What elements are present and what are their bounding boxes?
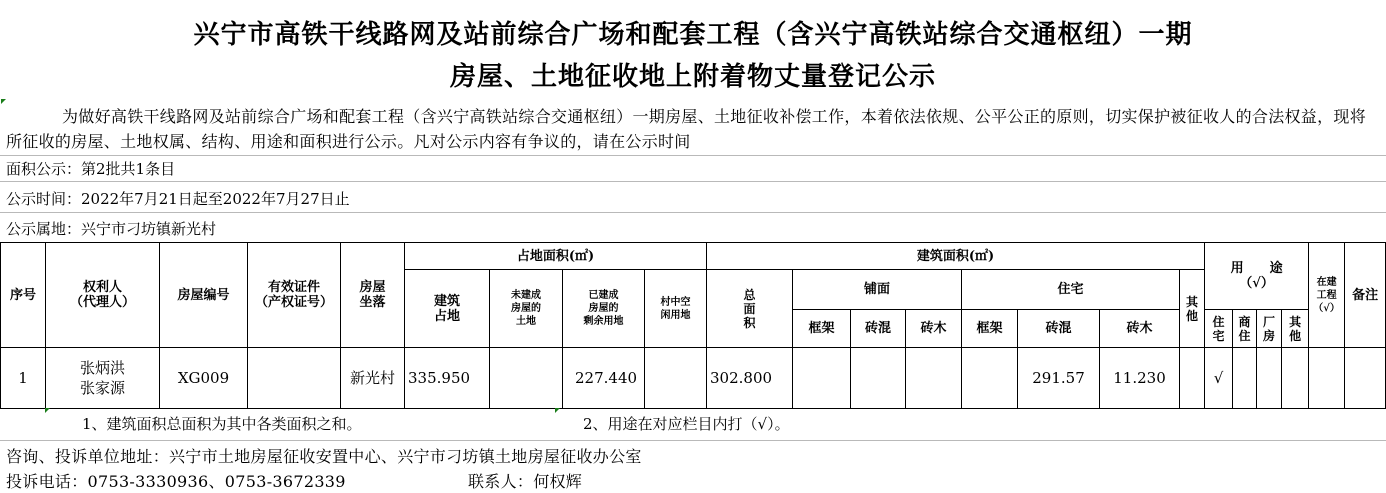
header-use-factory-line2: 房 — [1263, 328, 1276, 343]
cell-remark — [1345, 348, 1386, 409]
header-owner-line2: （代理人） — [69, 295, 135, 310]
row-divider — [0, 440, 1386, 441]
table-row — [1, 348, 1386, 409]
header-land-unbuilt-line2: 房屋的 — [511, 303, 541, 314]
cell-shop-brick-wood — [906, 348, 962, 409]
header-land-remaining — [563, 270, 645, 348]
header-shop-frame: 框架 — [793, 310, 851, 348]
header-use-commercial — [1233, 310, 1257, 348]
header-use-other-line2: 他 — [1289, 328, 1302, 343]
cell-use-other — [1282, 348, 1309, 409]
header-use-factory — [1257, 310, 1282, 348]
header-cert-line2: （产权证号） — [254, 295, 333, 310]
place-notice: 公示属地：兴宁市刁坊镇新光村 — [6, 220, 217, 238]
cell-owner-line2: 张家源 — [79, 379, 125, 397]
header-owner-line1: 权利人 — [82, 280, 122, 295]
header-land-unbuilt — [490, 270, 563, 348]
note-usage: 2、用途在对应栏目内打（√）。 — [583, 415, 790, 433]
registration-table — [0, 242, 1386, 409]
intro-paragraph: 为做好高铁干线路网及站前综合广场和配套工程（含兴宁高铁站综合交通枢纽）一期房屋、土地征收补偿工作，本着依法依规、公平公正的原则，切实保护被征收人的合法权益，现将所征收的房屋、土地权属、结构、用途和面积进行公示。凡对公示内容有争议的，请在公示时间 — [6, 107, 1367, 151]
header-cert-line1: 有效证件 — [267, 280, 320, 295]
cell-house-brick-concrete: 291.57 — [1018, 348, 1100, 409]
header-shop-brick-wood: 砖木 — [906, 310, 962, 348]
header-land-remaining-line1: 已建成 — [588, 290, 619, 301]
header-use-commercial-line1: 商 — [1238, 314, 1251, 329]
note-total-area: 1、建筑面积总面积为其中各类面积之和。 — [82, 415, 362, 433]
header-location-line2: 坐落 — [359, 295, 386, 310]
header-use-other-line1: 其 — [1289, 314, 1302, 329]
header-house: 住宅 — [962, 270, 1180, 310]
header-land-idle — [645, 270, 707, 348]
header-total-area-line3: 积 — [743, 315, 756, 330]
header-house-brick-concrete: 砖混 — [1018, 310, 1100, 348]
header-building-area: 建筑面积(㎡) — [707, 243, 1205, 270]
header-land-unbuilt-line3: 土地 — [516, 316, 536, 327]
cell-corner-marker — [555, 408, 560, 413]
row-divider — [0, 181, 1386, 182]
header-house-brick-wood: 砖木 — [1100, 310, 1180, 348]
cell-corner-marker — [45, 408, 50, 413]
cell-total-area: 302.800 — [707, 348, 793, 409]
cell-owner — [46, 348, 160, 409]
header-shop-brick-concrete: 砖混 — [851, 310, 906, 348]
cell-under-construction — [1309, 348, 1345, 409]
cell-location: 新光村 — [341, 348, 405, 409]
header-other — [1180, 270, 1205, 348]
cell-other — [1180, 348, 1205, 409]
cell-seq: 1 — [1, 348, 46, 409]
header-use-residential-line2: 宅 — [1212, 328, 1225, 343]
header-other-line1: 其 — [1186, 294, 1199, 309]
header-usage-line2: （√） — [1239, 276, 1274, 291]
title-line-1: 兴宁市高铁干线路网及站前综合广场和配套工程（含兴宁高铁站综合交通枢纽）一期 — [193, 20, 1193, 50]
header-use-commercial-line2: 住 — [1238, 328, 1251, 343]
header-land-remaining-line2: 房屋的 — [588, 303, 619, 314]
header-other-line2: 他 — [1186, 308, 1199, 323]
header-land-built-line1: 建筑 — [433, 293, 460, 309]
header-use-other — [1282, 310, 1309, 348]
header-land-built — [405, 270, 490, 348]
header-land-area: 占地面积(㎡) — [405, 243, 707, 270]
cell-house-brick-wood: 11.230 — [1100, 348, 1180, 409]
cell-use-commercial — [1233, 348, 1257, 409]
header-land-remaining-line3: 剩余用地 — [583, 316, 624, 327]
header-seq: 序号 — [1, 243, 46, 348]
header-house-frame: 框架 — [962, 310, 1018, 348]
cell-land-idle — [645, 348, 707, 409]
header-cert — [248, 243, 341, 348]
header-use-residential — [1205, 310, 1233, 348]
cell-house-no: XG009 — [160, 348, 248, 409]
header-house-no: 房屋编号 — [160, 243, 248, 348]
header-land-unbuilt-line1: 未建成 — [511, 290, 541, 301]
header-usage — [1205, 243, 1309, 310]
header-land-idle-line1: 村中空 — [660, 296, 691, 308]
complaint-phone: 投诉电话：0753-3330936、0753-3672339 — [6, 472, 346, 491]
row-divider — [0, 212, 1386, 213]
cell-use-factory — [1257, 348, 1282, 409]
header-under-construction-line2: 工程 — [1316, 289, 1337, 301]
header-under-construction-line3: （√） — [1313, 302, 1340, 314]
header-usage-line1: 用 途 — [1230, 261, 1283, 276]
cell-land-built: 335.950 — [405, 348, 490, 409]
header-location — [341, 243, 405, 348]
cell-house-frame — [962, 348, 1018, 409]
header-land-idle-line2: 闲用地 — [660, 309, 691, 321]
row-divider — [0, 155, 1386, 156]
cell-use-residential: √ — [1205, 348, 1233, 409]
cell-land-remaining: 227.440 — [563, 348, 645, 409]
header-total-area-line2: 面 — [743, 301, 756, 316]
time-notice: 公示时间：2022年7月21日起至2022年7月27日止 — [6, 190, 350, 208]
area-notice: 面积公示：第2批共1条目 — [6, 160, 176, 178]
header-shop: 铺面 — [793, 270, 962, 310]
header-remark: 备注 — [1345, 243, 1386, 348]
contact-person: 联系人：何权辉 — [468, 472, 583, 491]
header-owner — [46, 243, 160, 348]
cell-cert — [248, 348, 341, 409]
header-land-built-line2: 占地 — [433, 308, 460, 324]
header-use-residential-line1: 住 — [1212, 314, 1225, 329]
header-under-construction-line1: 在建 — [1316, 276, 1337, 288]
cell-shop-frame — [793, 348, 851, 409]
header-under-construction — [1309, 243, 1345, 348]
cell-owner-line1: 张炳洪 — [79, 359, 125, 377]
header-total-area — [707, 270, 793, 348]
complaint-address: 咨询、投诉单位地址：兴宁市土地房屋征收安置中心、兴宁市刁坊镇土地房屋征收办公室 — [6, 447, 642, 466]
title-line-2: 房屋、土地征收地上附着物丈量登记公示 — [449, 62, 936, 92]
header-use-factory-line1: 厂 — [1263, 314, 1276, 329]
header-location-line1: 房屋 — [359, 280, 386, 295]
cell-land-unbuilt — [490, 348, 563, 409]
header-total-area-line1: 总 — [743, 287, 756, 302]
cell-shop-brick-concrete — [851, 348, 906, 409]
